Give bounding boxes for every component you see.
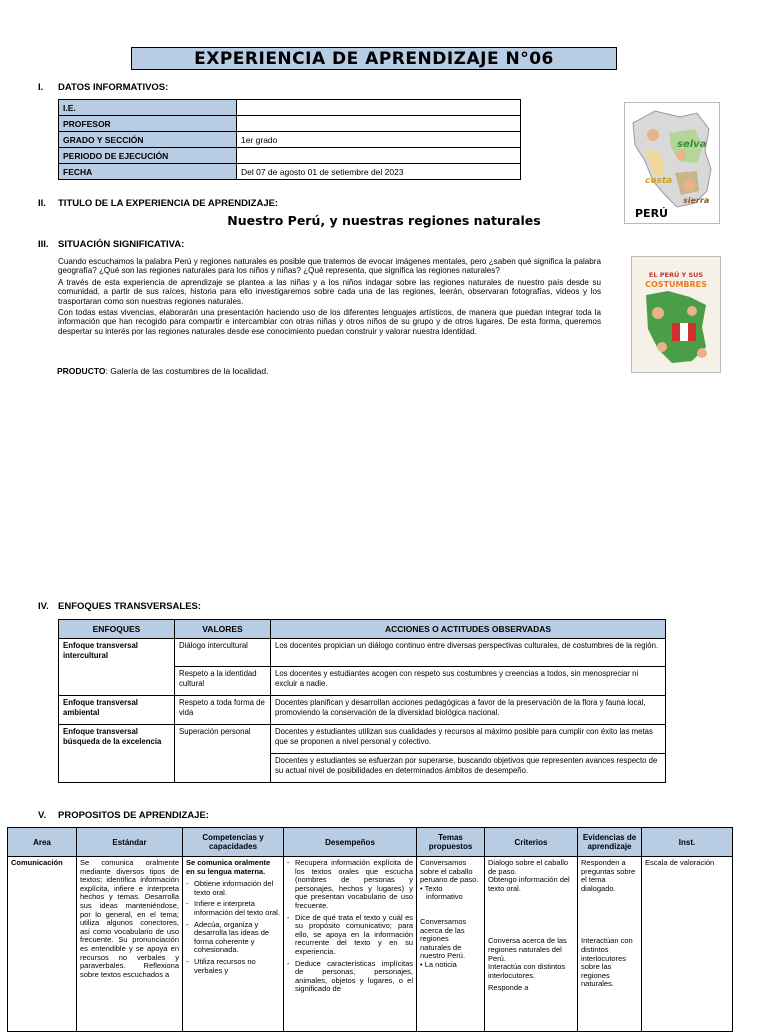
column-header: ACCIONES O ACTITUDES OBSERVADAS [271,620,666,639]
accion-cell: Los docentes y estudiantes acogen con respeto sus costumbres y creencias a todos, sin menospreciar ni excluir a nadie. [271,667,666,696]
accion-cell: Docentes y estudiantes se esfuerzan por superarse, buscando objetivos que representen avances respecto de su actual nivel de posibilidades en determinados ámbitos de desempeño. [271,754,666,783]
column-header: Temas propuestos [417,828,485,857]
estandar-cell: Se comunica oralmente mediante diversos tipos de textos; identifica información explícita, infiere e interpreta hechos y temas. Desarrolla sus ideas manteniéndose, por lo general, en el tema; utiliza algunos conectores, así como vocabulario de uso frecuente. Su pronunciación es entendible y se apoya en recursos no verbales y paraverbales. Reflexiona sobre textos escuchados a [77,857,183,1032]
evidencias-cell [578,857,642,1032]
tema-text: Conversamos acerca de las regiones naturales de nuestro Perú. [420,916,467,961]
info-label: PROFESOR [59,116,237,132]
info-value: Del 07 de agosto 01 de setiembre del 2023 [237,164,521,180]
criterios-cell [485,857,578,1032]
table-row [8,857,733,1032]
list-item: - Dice de qué trata el texto y cuál es su propósito comunicativo; para ello, se apoya en la información recurrente del texto y en su experiencia. [295,914,413,957]
table-row [59,639,666,667]
section-number: III. [38,239,49,250]
column-header: Competencias y capacidades [183,828,284,857]
accion-cell: Los docentes propician un diálogo continuo entre diversas perspectivas culturales, de costumbres de la región. [271,639,666,667]
list-item: - Recupera información explícita de los textos orales que escucha (nombres de personas y personajes, hechos y lugares) y que presentan vocabulario de uso frecuente. [295,859,413,911]
area-cell: Comunicación [8,857,77,1032]
info-table [58,99,521,180]
enfoques-table [58,619,666,783]
document-title: EXPERIENCIA DE APRENDIZAJE N°06 [131,47,617,70]
table-row [59,164,521,180]
column-header: Desempeños [284,828,417,857]
section-number: I. [38,82,44,93]
section-title: ENFOQUES TRANSVERSALES: [58,601,202,612]
situation-paragraph: A través de esta experiencia de aprendizaje se plantea a las niñas y a los niños indagar sobre las regiones naturales de nuestro país desde su comunidad, a partir de sus raíces, historia para ello investigaremos sobre cada una de las regiones, leerán, observaran fotografías, videos y los trasportaran como son nuestras regiones naturales. [58,277,601,306]
list-item: - Utiliza recursos no verbales y [194,958,280,975]
enfoque-cell: Enfoque transversal intercultural [59,639,175,696]
list-item: - Adecúa, organiza y desarrolla las ideas de forma coherente y cohesionada. [194,921,280,955]
costumbres-line2: COSTUMBRES [645,280,707,289]
table-row [59,725,666,754]
section-4-heading [38,601,201,612]
criterio-text: Obtengo información del texto oral. [488,875,570,893]
desempenos-list [287,859,413,994]
costumbres-illustration [632,257,720,372]
product-text: : Galería de las costumbres de la localidad. [105,366,269,376]
evidencia-text: Responden a preguntas sobre el tema dialogado. [581,858,636,893]
column-header: VALORES [175,620,271,639]
costumbres-image [631,256,721,373]
valor-cell: Diálogo intercultural [175,639,271,667]
list-item: - Infiere e interpreta información del texto oral. [194,900,280,917]
tema-text: Conversamos sobre el caballo peruano de paso. [420,858,479,885]
info-label: PERIODO DE EJECUCIÓN [59,148,237,164]
product-label: PRODUCTO [57,366,106,376]
enfoque-cell: Enfoque transversal ambiental [59,696,175,725]
evidencia-text: Interactúan con distintos interlocutores sobre las regiones naturales. [581,936,633,989]
section-2-heading [38,198,278,209]
table-header-row [8,828,733,857]
section-number: IV. [38,601,49,612]
capacidades-list [186,880,280,975]
criterio-text: Conversa acerca de las regiones naturales del Perú. [488,936,567,963]
info-label: FECHA [59,164,237,180]
section-title: DATOS INFORMATIVOS: [58,82,169,93]
enfoque-cell: Enfoque transversal búsqueda de la excelencia [59,725,175,783]
list-item: • La noticia [426,961,481,970]
info-label: I.E. [59,100,237,116]
column-header: ENFOQUES [59,620,175,639]
table-row [59,116,521,132]
section-number: V. [38,810,47,821]
table-row [59,100,521,116]
column-header: Evidencias de aprendizaje [578,828,642,857]
info-value: 1er grado [237,132,521,148]
competencia-title: Se comunica oralmente en su lengua materna. [186,858,271,876]
table-row [59,148,521,164]
peru-regions-image [624,102,720,224]
valor-cell: Respeto a la identidad cultural [175,667,271,696]
table-row [59,696,666,725]
section-number: II. [38,198,46,209]
valor-cell: Superación personal [175,725,271,783]
info-label: GRADO Y SECCIÓN [59,132,237,148]
info-value [237,116,521,132]
costumbres-line1: EL PERÚ Y SUS [648,271,704,279]
experience-title: Nuestro Perú, y nuestras regiones naturales [227,213,541,228]
section-1-heading [38,82,168,93]
desempenos-cell [284,857,417,1032]
tema-list [420,885,481,902]
situation-text [58,257,601,338]
peru-map-illustration [625,103,719,223]
column-header: Area [8,828,77,857]
map-caption: PERÚ [635,207,668,220]
situation-paragraph: Cuando escuchamos la palabra Perú y regiones naturales es posible que tratemos de evocar imágenes mentales, pero ¿saben qué significa la palabra geografía? ¿Qué son las regiones naturales para los niños y niñas? ¿Qué representa, que significa las regiones naturales? [58,257,601,276]
accion-cell: Docentes planifican y desarrollan acciones pedagógicas a favor de la preservación de la flora y fauna local, promoviendo la conservación de la diversidad biológica nacional. [271,696,666,725]
column-header: Criterios [485,828,578,857]
temas-cell [417,857,485,1032]
info-value [237,148,521,164]
criterio-text: Responde a [488,983,529,993]
criterio-text: Interactúa con distintos interlocutores. [488,962,566,980]
section-title: PROPOSITOS DE APRENDIZAJE: [58,810,209,821]
accion-cell: Docentes y estudiantes utilizan sus cualidades y recursos al máximo posible para cumplir con éxito las metas que se proponen a nivel personal y colectivo. [271,725,666,754]
situation-paragraph: Con todas estas vivencias, elaborarán una presentación haciendo uso de los diferentes lenguajes artísticos, de manera que puedan integrar toda la información que han recogido para compartir e intercambiar con otras niñas y otros niños de su grupo y de otros lugares. De esta forma, queremos despertar su interés por las regiones naturales desde ese conocimiento puedan construir y valorar nuestra identidad. [58,308,601,336]
column-header: Inst. [642,828,733,857]
list-item: • Texto informativo [426,885,481,902]
criterio-text: Dialogo sobre el caballo de paso. [488,858,569,876]
propositos-table [7,827,733,1032]
info-value [237,100,521,116]
instrumento-cell: Escala de valoración [642,857,733,1032]
map-label-costa: costa [645,176,673,186]
map-label-selva: selva [677,139,707,150]
map-label-sierra: sierra [683,196,710,205]
section-title: SITUACIÓN SIGNIFICATIVA: [58,239,185,250]
table-header-row [59,620,666,639]
section-3-heading [38,239,184,250]
competencias-cell [183,857,284,1032]
column-header: Estándar [77,828,183,857]
table-row [59,132,521,148]
section-5-heading [38,810,209,821]
list-item: - Obtiene información del texto oral. [194,880,280,897]
tema-list [420,961,481,970]
valor-cell: Respeto a toda forma de vida [175,696,271,725]
product-line [57,366,269,376]
section-title: TITULO DE LA EXPERIENCIA DE APRENDIZAJE: [58,198,279,209]
list-item: - Deduce características implícitas de personas, personajes, animales, objetos y lugares, o el significado de [295,960,413,994]
